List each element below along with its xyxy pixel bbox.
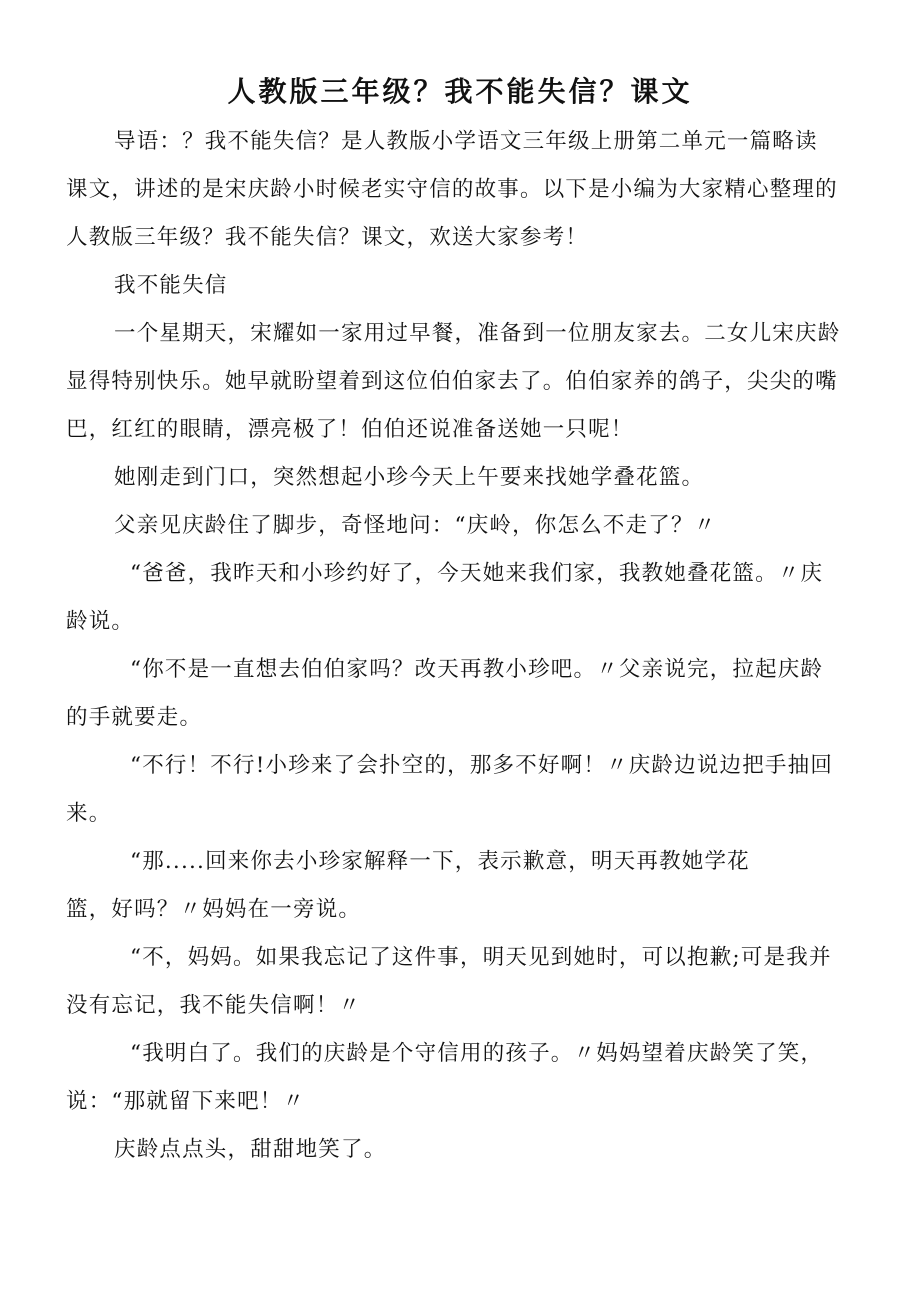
paragraph-line: 的手就要走。 <box>66 705 203 730</box>
document-title: 人教版三年级？我不能失信？课文 <box>227 75 693 108</box>
paragraph-line: “不行！不行!小珍来了会扑空的，那多不好啊！〃庆龄边说边把手抽回 <box>130 753 834 778</box>
paragraph-line: “你不是一直想去伯伯家吗？改天再教小珍吧。〃父亲说完，拉起庆龄 <box>130 657 824 682</box>
paragraph-line: 说：“那就留下来吧！〃 <box>66 1089 306 1114</box>
story-title <box>66 262 856 310</box>
paragraph-line: 龄说。 <box>66 609 135 634</box>
paragraph-line: “我明白了。我们的庆龄是个守信用的孩子。〃妈妈望着庆龄笑了笑， <box>130 1041 824 1066</box>
paragraph-line: “爸爸，我昨天和小珍约好了，今天她来我们家，我教她叠花篮。〃庆 <box>130 561 824 586</box>
paragraph-line: 父亲见庆龄住了脚步，奇怪地问：“庆岭，你怎么不走了？〃 <box>114 513 717 538</box>
paragraph-intro <box>66 118 856 262</box>
paragraph-line: 庆龄点点头，甜甜地笑了。 <box>114 1137 387 1162</box>
paragraph-line: 显得特别快乐。她早就盼望着到这位伯伯家去了。伯伯家养的鸽子，尖尖的嘴 <box>66 369 838 394</box>
paragraph <box>66 550 856 646</box>
paragraph <box>66 454 856 502</box>
paragraph <box>66 838 856 934</box>
paragraph <box>66 1030 856 1126</box>
paragraph <box>66 310 856 454</box>
paragraph <box>66 502 856 550</box>
paragraph <box>66 934 856 1030</box>
paragraph-line: 没有忘记，我不能失信啊！〃 <box>66 993 362 1018</box>
paragraph-line: 篮，好吗？〃妈妈在一旁说。 <box>66 897 362 922</box>
paragraph <box>66 1126 856 1174</box>
paragraph <box>66 646 856 742</box>
paragraph-line: 她刚走到门口，突然想起小珍今天上午要来找她学叠花篮。 <box>114 465 705 490</box>
paragraph-line: 来。 <box>66 801 112 826</box>
paragraph-line: “那.....回来你去小珍家解释一下，表示歉意，明天再教她学花 <box>130 849 750 874</box>
paragraph-line: “不，妈妈。如果我忘记了这件事，明天见到她时，可以抱歉;可是我并 <box>130 945 832 970</box>
paragraph-line: 导语：？我不能失信？是人教版小学语文三年级上册第二单元一篇略读 <box>114 129 818 154</box>
paragraph-line: 课文，讲述的是宋庆龄小时候老实守信的故事。以下是小编为大家精心整理的 <box>66 177 838 202</box>
paragraph <box>66 742 856 838</box>
paragraph-line: 一个星期天，宋耀如一家用过早餐，准备到一位朋友家去。二女儿宋庆龄 <box>114 321 841 346</box>
paragraph-line: 巴，红红的眼睛，漂亮极了！伯伯还说准备送她一只呢！ <box>66 417 634 442</box>
paragraph-line: 我不能失信 <box>114 273 228 298</box>
paragraph-line: 人教版三年级？我不能失信？课文，欢送大家参考！ <box>66 225 589 250</box>
